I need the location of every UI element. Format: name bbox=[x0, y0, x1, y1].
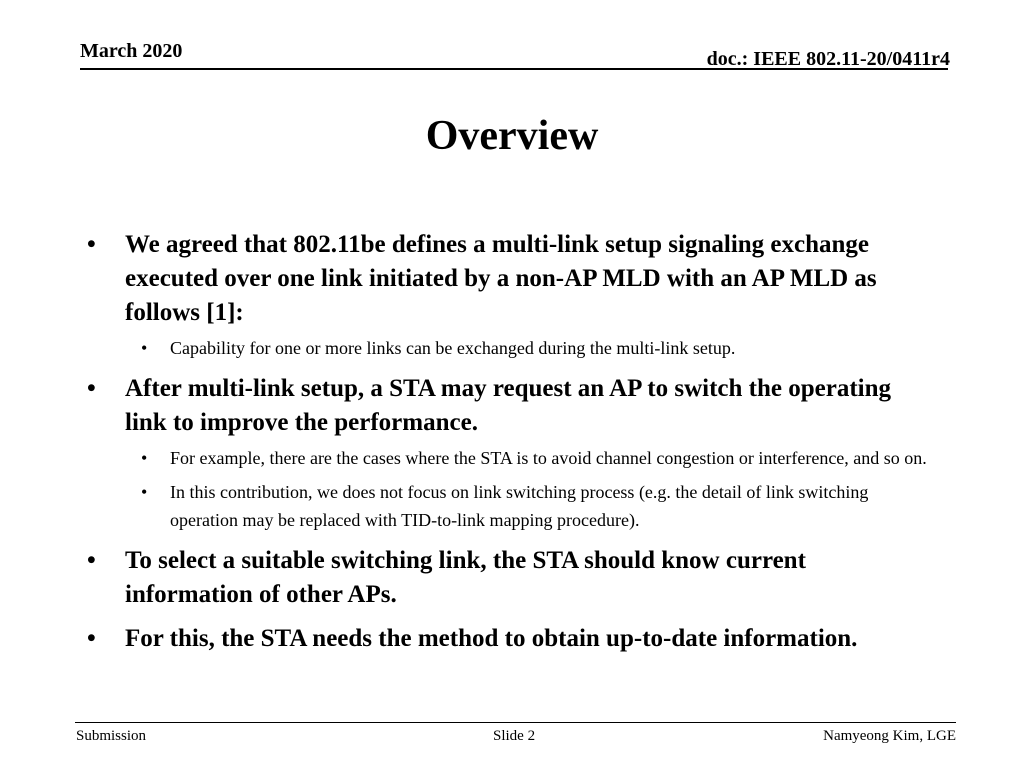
sub-bullet-2-1 bbox=[141, 444, 930, 472]
footer-slide-number: Slide 2 bbox=[493, 728, 536, 744]
bullet-dot: • bbox=[87, 375, 96, 402]
footer-divider bbox=[75, 722, 956, 723]
bullet-3 bbox=[87, 544, 925, 612]
sub-bullet-1-1 bbox=[141, 334, 930, 362]
header-doc-id: doc.: IEEE 802.11-20/0411r4 bbox=[706, 48, 950, 70]
bullet-dot: • bbox=[87, 547, 96, 574]
slide-body bbox=[0, 228, 1024, 656]
bullet-text: For this, the STA needs the method to obtain up-to-date information. bbox=[125, 625, 858, 652]
header-date: March 2020 bbox=[80, 40, 183, 62]
sub-bullet-dot: • bbox=[141, 338, 148, 358]
bullet-4 bbox=[87, 622, 925, 656]
bullet-1 bbox=[87, 228, 925, 330]
bullet-dot: • bbox=[87, 231, 96, 258]
sub-bullet-dot: • bbox=[141, 448, 148, 468]
sub-bullet-2-2 bbox=[141, 478, 930, 534]
sub-bullet-dot: • bbox=[141, 482, 148, 502]
sub-bullet-text: In this contribution, we does not focus on link switching process (e.g. the detail of link switching operation may be replaced with TID-to-link mapping procedure). bbox=[170, 482, 869, 530]
header-divider bbox=[80, 68, 948, 70]
bullet-2 bbox=[87, 372, 925, 440]
slide-title: Overview bbox=[425, 113, 599, 159]
bullet-text: We agreed that 802.11be defines a multi-link setup signaling exchange executed over one link initiated by a non-AP MLD with an AP MLD as follows [1]: bbox=[125, 231, 877, 326]
sub-bullet-text: For example, there are the cases where the STA is to avoid channel congestion or interference, and so on. bbox=[170, 448, 927, 468]
bullet-text: After multi-link setup, a STA may request an AP to switch the operating link to improve the performance. bbox=[125, 375, 891, 436]
bullet-dot: • bbox=[87, 625, 96, 652]
bullet-text: To select a suitable switching link, the STA should know current information of other APs. bbox=[125, 547, 806, 608]
sub-bullet-text: Capability for one or more links can be exchanged during the multi-link setup. bbox=[170, 338, 736, 358]
footer-submission: Submission bbox=[76, 728, 147, 744]
footer-author: Namyeong Kim, LGE bbox=[823, 728, 956, 744]
